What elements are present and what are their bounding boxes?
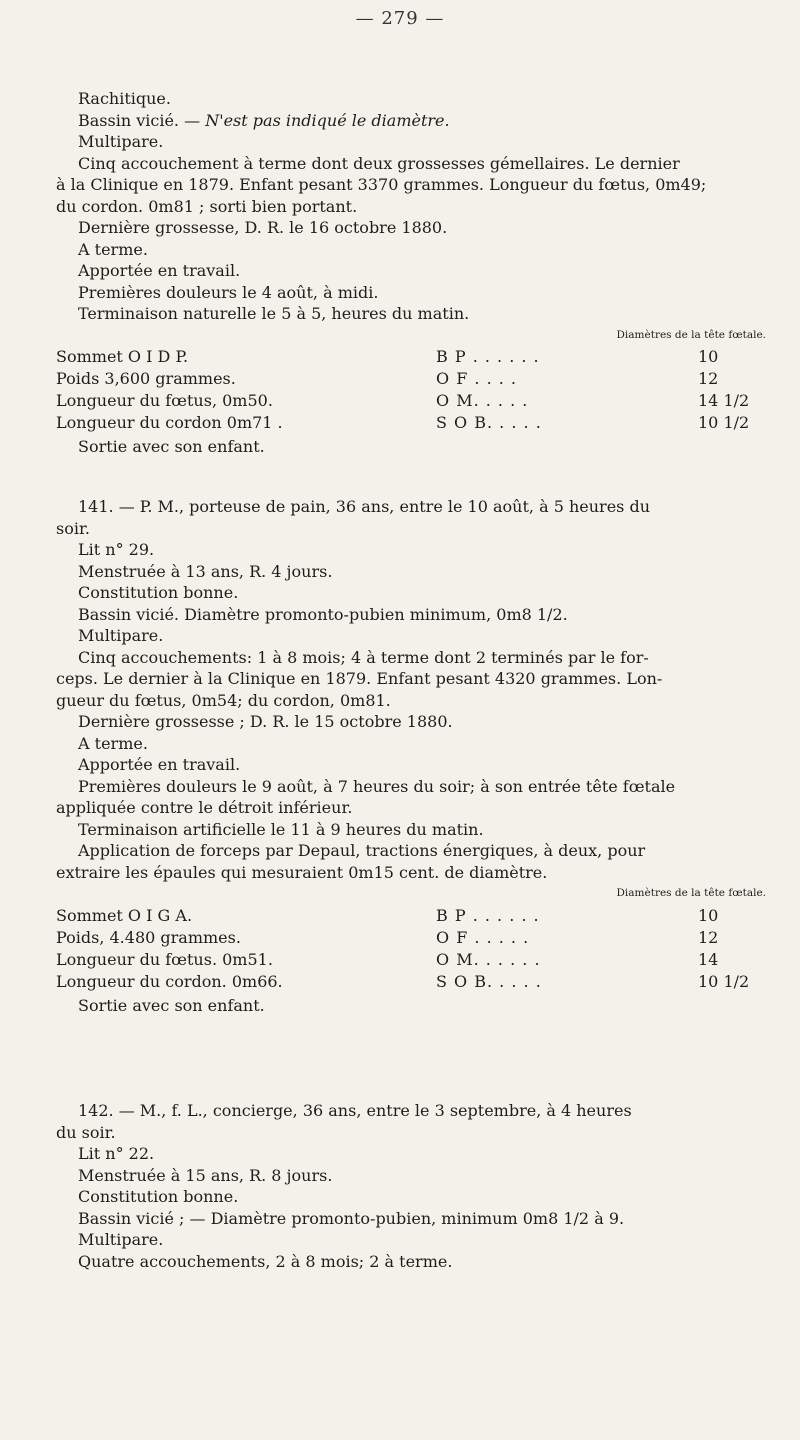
table-cell: 14 (698, 949, 719, 969)
text-line: Rachitique. (78, 89, 171, 108)
text-line: Multipare. (78, 626, 164, 645)
table-cell: O M. . . . . (436, 391, 529, 410)
case-140-continued (56, 88, 766, 458)
text-line: Multipare. (78, 1230, 164, 1249)
text-line: Lit n° 22. (78, 1144, 155, 1163)
table-cell: 10 1/2 (698, 971, 750, 991)
table-cell: 14 1/2 (698, 391, 750, 410)
case-heading: 142. — M., f. L., concierge, 36 ans, entre le 3 septembre, à 4 heures (78, 1101, 632, 1120)
table-cell: Longueur du fœtus, 0m50. (56, 391, 273, 410)
table-cell: Longueur du cordon 0m71 . (56, 413, 283, 432)
text-line: Terminaison naturelle le 5 à 5, heures du matin. (78, 304, 470, 323)
text-line: Constitution bonne. (78, 1187, 239, 1206)
text-line: ceps. Le dernier à la Clinique en 1879. Enfant pesant 4320 grammes. Lon- (56, 669, 663, 688)
text-line: du cordon. 0m81 ; sorti bien portant. (56, 196, 358, 216)
table-cell: B P . . . . . . (436, 347, 540, 366)
text-line: Dernière grossesse ; D. R. le 15 octobre 1880. (78, 712, 453, 731)
text-line: Application de forceps par Depaul, tractions énergiques, à deux, pour (78, 841, 646, 860)
case-heading: 141. — P. M., porteuse de pain, 36 ans, entre le 10 août, à 5 heures du (78, 497, 650, 516)
table-cell: O F . . . . . (436, 927, 530, 947)
text-line: Quatre accouchements, 2 à 8 mois; 2 à terme. (78, 1251, 453, 1271)
table-cell: 10 (698, 905, 719, 925)
table-cell: Poids 3,600 grammes. (56, 369, 236, 388)
table-cell: 12 (698, 369, 719, 388)
table-cell: Sommet O I D P. (56, 347, 189, 366)
text-line: Bassin vicié. Diamètre promonto-pubien minimum, 0m8 1/2. (78, 604, 568, 624)
text-line: Menstruée à 13 ans, R. 4 jours. (78, 561, 333, 581)
text-line: Menstruée à 15 ans, R. 8 jours. (78, 1165, 333, 1185)
table-cell: Longueur du cordon. 0m66. (56, 971, 283, 991)
measurements-table (56, 905, 756, 993)
italic-note: N'est pas indiqué le diamètre. (205, 110, 450, 130)
page-number: — 279 — (355, 8, 445, 29)
text-line: extraire les épaules qui mesuraient 0m15 cent. de diamètre. (56, 862, 548, 882)
measurements-table (56, 346, 756, 434)
text-line: Sortie avec son enfant. (78, 995, 265, 1015)
case-142 (56, 1100, 756, 1272)
text-line: Constitution bonne. (78, 583, 239, 602)
text-line: Premières douleurs le 9 août, à 7 heures du soir; à son entrée tête fœtale (78, 776, 676, 796)
table-cell: B P . . . . . . (436, 905, 540, 925)
text-line: Cinq accouchement à terme dont deux grossesses gémellaires. Le dernier (78, 153, 680, 173)
table-cell: O M. . . . . . (436, 949, 541, 969)
text-line: A terme. (78, 733, 148, 753)
table-cell: 10 (698, 347, 719, 366)
diameters-header: Diamètres de la tête fœtale. (616, 887, 766, 899)
text-line: Apportée en travail. (78, 755, 241, 774)
text-line: Cinq accouchements: 1 à 8 mois; 4 à terme dont 2 terminés par le for- (78, 647, 649, 667)
table-cell: Poids, 4.480 grammes. (56, 927, 241, 947)
text-line: du soir. (56, 1122, 116, 1142)
table-cell: S O B. . . . . (436, 971, 542, 991)
case-141 (56, 496, 766, 1016)
text-line: Dernière grossesse, D. R. le 16 octobre 1880. (78, 218, 448, 237)
table-cell: 12 (698, 927, 719, 947)
table-cell: Sommet O I G A. (56, 905, 193, 925)
text-line: Bassin vicié ; — Diamètre promonto-pubien, minimum 0m8 1/2 à 9. (78, 1208, 625, 1228)
table-cell: 10 1/2 (698, 413, 750, 432)
text-line: Sortie avec son enfant. (78, 437, 265, 456)
text-line: appliquée contre le détroit inférieur. (56, 798, 353, 817)
text-line: Premières douleurs le 4 août, à midi. (78, 282, 379, 302)
text-line (56, 110, 756, 132)
text-line: Lit n° 29. (78, 540, 155, 559)
text-line: Apportée en travail. (78, 261, 241, 280)
text-line: gueur du fœtus, 0m54; du cordon, 0m81. (56, 690, 391, 710)
text-span: Bassin vicié. — (78, 110, 206, 130)
text-line: Terminaison artificielle le 11 à 9 heures du matin. (78, 819, 484, 839)
table-cell: O F . . . . (436, 369, 517, 388)
text-line: à la Clinique en 1879. Enfant pesant 3370 grammes. Longueur du fœtus, 0m49; (56, 175, 707, 194)
text-line: A terme. (78, 239, 148, 259)
text-line: Multipare. (78, 132, 164, 151)
text-line: soir. (56, 518, 90, 538)
table-cell: Longueur du fœtus. 0m51. (56, 949, 273, 969)
diameters-header: Diamètres de la tête fœtale. (616, 328, 766, 341)
table-cell: S O B. . . . . (436, 413, 542, 432)
